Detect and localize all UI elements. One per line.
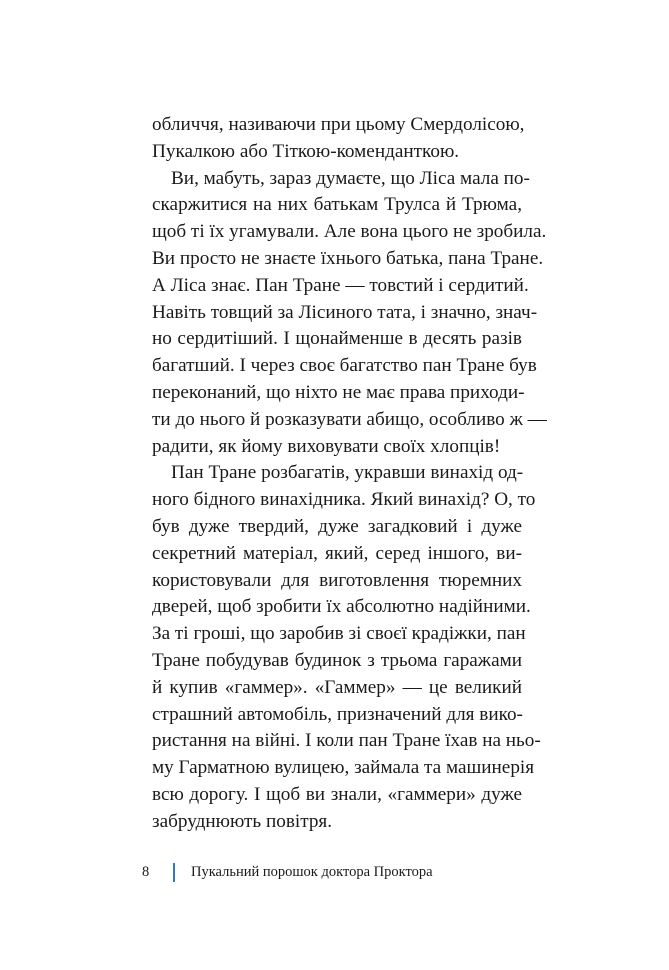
text-line: ти до нього й розказувати абищо, особливо ж — — [152, 408, 547, 430]
text-line: щоб ті їх угамували. Але вона цього не зробила. — [152, 221, 547, 243]
paragraph — [152, 166, 547, 461]
text-line: А Ліса знає. Пан Тране — товстий і сердитий. — [152, 274, 529, 296]
page-number: 8 — [142, 863, 150, 880]
running-title: Пукальний порошок доктора Проктора — [191, 863, 433, 880]
text-line: забруднюють повітря. — [152, 810, 333, 832]
text-line: багатший. І через своє багатство пан Тране був — [152, 355, 537, 377]
text-line: дверей, щоб зробити їх абсолютно надійними. — [152, 596, 531, 618]
text-line: був дуже твердий, дуже загадковий і дуже — [152, 515, 522, 537]
text-line: страшний автомобіль, призначений для вико- — [152, 703, 523, 725]
text-line: всю дорогу. І щоб ви знали, «гаммери» дуже — [152, 783, 522, 805]
body-text — [152, 112, 547, 836]
text-line: скаржитися на них батькам Трулса й Трюма, — [152, 194, 522, 216]
paragraph — [152, 460, 541, 835]
text-line: Ви, мабуть, зараз думаєте, що Ліса мала по- — [171, 167, 530, 189]
text-line: ристання на війні. І коли пан Тране їхав на ньо- — [152, 730, 541, 752]
text-line: но сердитіший. І щонайменше в десять разів — [152, 328, 522, 350]
text-line: користовували для виготовлення тюремних — [152, 569, 522, 591]
text-line: Пукалкою або Тіткою-коменданткою. — [152, 140, 460, 162]
text-line: Ви просто не знаєте їхнього батька, пана Тране. — [152, 247, 544, 269]
text-line: переконаний, що ніхто не має права приходи- — [152, 381, 525, 403]
text-line: обличчя, називаючи при цьому Смердолісою, — [152, 114, 525, 135]
text-line: радити, як йому виховувати своїх хлопців! — [152, 435, 501, 457]
footer-divider — [173, 863, 175, 882]
text-line: За ті гроші, що заробив зі своєї крадіжки, пан — [152, 623, 526, 645]
text-line: му Гарматною вулицею, займала та машинерія — [152, 757, 535, 779]
text-line: й купив «гаммер». «Гаммер» — це великий — [152, 676, 522, 698]
text-line: Пан Тране розбагатів, укравши винахід од- — [171, 462, 524, 484]
text-line: ного бідного винахідника. Який винахід? О, то — [152, 489, 536, 511]
text-line: Навіть товщий за Лісиного тата, і значно, знач- — [152, 301, 538, 323]
page-footer — [142, 860, 433, 884]
paragraph — [152, 112, 525, 166]
text-line: Тране побудував будинок з трьома гаражами — [152, 649, 522, 671]
text-line: секретний матеріал, який, серед іншого, ви- — [152, 542, 522, 564]
